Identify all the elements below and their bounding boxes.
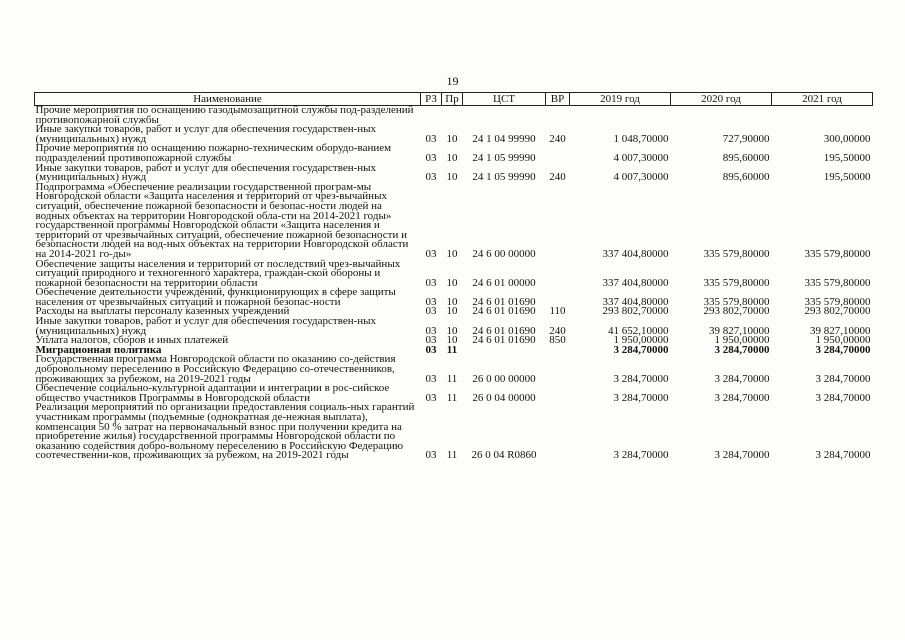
cell-name: Обеспечение защиты населения и территорий от последствий чрез-вычайных ситуаций природного и техногенного характера, граждан-ской обороны и пожарной безопасности на территории области [35, 257, 401, 289]
cell-cst [463, 346, 546, 356]
cell-vr: 240 [549, 171, 566, 184]
table-row [35, 355, 873, 384]
header-pr: Пр [442, 93, 463, 106]
cell-y2020: 335 579,80000 [703, 295, 770, 308]
header-2020: 2020 год [671, 93, 772, 106]
cell-y2020: 293 802,70000 [703, 305, 770, 318]
cell-name: Обеспечение социально-культурной адаптации и интеграции в рос-сийское общество участников Программы в Новгородской области [35, 382, 390, 404]
cell-name: Иные закупки товаров, работ и услуг для обеспечения государствен-ных (муниципальных) нужд [35, 315, 377, 337]
cell-cst: 24 1 05 99990 [472, 151, 536, 164]
cell-pr: 10 [446, 324, 458, 337]
cell-vr [546, 260, 570, 289]
cell-name: Расходы на выплаты персоналу казенных учреждений [35, 305, 290, 318]
cell-y2021 [772, 106, 873, 126]
cell-y2019: 4 007,30000 [613, 171, 669, 184]
cell-y2021: 335 579,80000 [804, 276, 871, 289]
cell-pr: 10 [446, 305, 458, 318]
cell-vr [546, 144, 570, 163]
cell-pr: 11 [446, 391, 458, 404]
cell-pr: 11 [446, 449, 458, 462]
cell-rz: 03 [425, 334, 437, 347]
cell-y2021: 3 284,70000 [815, 449, 871, 462]
cell-y2019: 3 284,70000 [613, 343, 669, 356]
cell-y2020: 3 284,70000 [714, 391, 770, 404]
cell-name: Иные закупки товаров, работ и услуг для обеспечения государствен-ных (муниципальных) нужд [35, 161, 377, 184]
cell-pr: 10 [446, 295, 458, 308]
cell-y2021: 3 284,70000 [815, 372, 871, 385]
cell-rz: 03 [425, 171, 437, 184]
cell-cst: 26 0 04 R0860 [471, 449, 537, 462]
budget-table [34, 92, 873, 461]
cell-cst: 24 6 00 00000 [472, 247, 536, 260]
cell-pr: 11 [446, 372, 458, 385]
cell-rz: 03 [425, 305, 437, 318]
cell-vr [546, 384, 570, 403]
cell-cst: 26 0 00 00000 [472, 372, 536, 385]
cell-vr [546, 403, 570, 461]
cell-rz: 03 [425, 295, 437, 308]
cell-y2020: 1 950,00000 [714, 334, 770, 347]
cell-pr: 10 [446, 151, 458, 164]
cell-rz: 03 [425, 449, 437, 462]
header-rz: РЗ [421, 93, 442, 106]
cell-y2019: 293 802,70000 [602, 305, 669, 318]
cell-name: Обеспечение деятельности учреждений, функционирующих в сфере защиты населения от чрезвычайных ситуаций и пожарной безопас-ности [35, 286, 396, 308]
cell-y2019: 337 404,80000 [602, 276, 669, 289]
cell-pr: 10 [446, 132, 458, 145]
cell-name: Государственная программа Новгородской области по оказанию со-действия добровольному переселению в Российскую Федерацию со-отечественников, проживающих за рубежом, на 2019-2021 годы [35, 353, 396, 385]
cell-y2020: 39 827,10000 [709, 324, 770, 337]
cell-y2020: 895,60000 [722, 151, 770, 164]
table-row [35, 164, 873, 183]
header-2019: 2019 год [570, 93, 671, 106]
cell-cst: 24 6 01 01690 [472, 334, 536, 347]
cell-y2020: 3 284,70000 [714, 449, 770, 462]
cell-pr: 11 [446, 343, 458, 356]
cell-y2019: 1 048,70000 [613, 132, 669, 145]
cell-rz: 03 [425, 391, 437, 404]
cell-y2021: 335 579,80000 [804, 295, 871, 308]
cell-rz: 03 [425, 151, 437, 164]
cell-name: Прочие мероприятия по оснащению пожарно-техническим оборудо-ванием подразделений противопожарной службы [35, 142, 392, 164]
cell-rz: 03 [425, 276, 437, 289]
cell-y2019: 1 950,00000 [613, 334, 669, 347]
cell-vr [546, 346, 570, 356]
cell-vr: 110 [549, 305, 566, 318]
cell-y2019: 337 404,80000 [602, 295, 669, 308]
header-2021: 2021 год [772, 93, 873, 106]
cell-y2019: 337 404,80000 [602, 247, 669, 260]
cell-y2019: 4 007,30000 [613, 151, 669, 164]
cell-cst [463, 106, 546, 126]
cell-y2021: 195,50000 [823, 171, 871, 184]
cell-vr: 850 [549, 334, 566, 347]
cell-vr: 240 [549, 324, 566, 337]
cell-pr: 10 [446, 334, 458, 347]
table-row [35, 403, 873, 461]
cell-y2019 [570, 106, 671, 126]
cell-vr [546, 183, 570, 260]
cell-y2020: 3 284,70000 [714, 372, 770, 385]
cell-cst: 24 6 01 01690 [472, 324, 536, 337]
cell-name: Прочие мероприятия по оснащению газодымозащитной службы под-разделений противопожарной службы [35, 104, 414, 126]
cell-rz: 03 [425, 132, 437, 145]
cell-cst: 24 6 01 00000 [472, 276, 536, 289]
cell-y2020: 727,90000 [722, 132, 770, 145]
header-name: Наименование [35, 93, 421, 106]
cell-vr: 240 [549, 132, 566, 145]
cell-y2019: 3 284,70000 [613, 391, 669, 404]
cell-cst: 24 6 01 01690 [472, 305, 536, 318]
cell-y2020: 3 284,70000 [714, 343, 770, 356]
cell-y2021: 3 284,70000 [815, 391, 871, 404]
cell-rz: 03 [425, 247, 437, 260]
table-row [35, 144, 873, 163]
cell-y2021: 300,00000 [823, 132, 871, 145]
cell-y2021: 293 802,70000 [804, 305, 871, 318]
cell-name: Реализация мероприятий по организации предоставления социаль-ных гарантий участникам программы (подъемные (однократная де-нежная выплата), компенсация 50 % затрат на первоначальный взнос при получении кредита на приобретение жилья) государственной программы Новгородской области по оказанию содействия добро-вольному переселению в Российскую Федерацию соотечественни-ков, проживающих за рубежом, на 2019-2021 годы [35, 401, 415, 462]
cell-y2021: 335 579,80000 [804, 247, 871, 260]
cell-cst: 24 1 05 99990 [472, 171, 536, 184]
cell-rz: 03 [425, 324, 437, 337]
cell-vr [546, 355, 570, 384]
cell-pr: 10 [446, 247, 458, 260]
header-cst: ЦСТ [463, 93, 546, 106]
cell-cst: 24 6 01 01690 [472, 295, 536, 308]
cell-rz [421, 106, 442, 126]
cell-y2019: 3 284,70000 [613, 372, 669, 385]
cell-name: Иные закупки товаров, работ и услуг для обеспечения государствен-ных (муниципальных) нужд [35, 123, 377, 145]
cell-y2021: 195,50000 [823, 151, 871, 164]
cell-y2020 [671, 106, 772, 126]
cell-y2019: 3 284,70000 [613, 449, 669, 462]
cell-y2021: 39 827,10000 [810, 324, 871, 337]
cell-y2020: 335 579,80000 [703, 276, 770, 289]
cell-pr: 10 [446, 171, 458, 184]
cell-pr [442, 106, 463, 126]
table-row [35, 260, 873, 289]
cell-y2020: 335 579,80000 [703, 247, 770, 260]
cell-rz: 03 [425, 343, 437, 356]
cell-y2021: 3 284,70000 [815, 343, 871, 356]
cell-name: Подпрограмма «Обеспечение реализации государственной програм-мы Новгородской области «Защита населения и территорий от чрез-вычайных ситуаций, обеспечение пожарной безопасности и безопас-ности людей на водных объектах на территории Новгородской обла-сти на 2014-2021 годы» государственной программы Новгородской области «Защита населения и территорий от чрезвычайных ситуаций, обеспечение пожарной безопасности и безопасности людей на вод-ных объектах на территории Новгородской области на 2014-2021 го-ды» [35, 180, 409, 260]
cell-rz: 03 [425, 372, 437, 385]
cell-y2020: 895,60000 [722, 171, 770, 184]
header-vr: ВР [546, 93, 570, 106]
cell-pr: 10 [446, 276, 458, 289]
cell-y2021: 1 950,00000 [815, 334, 871, 347]
cell-cst: 24 1 04 99990 [472, 132, 536, 145]
cell-name: Уплата налогов, сборов и иных платежей [35, 334, 229, 347]
cell-cst: 26 0 04 00000 [472, 391, 536, 404]
table-row [35, 183, 873, 260]
cell-name: Миграционная политика [35, 343, 162, 356]
cell-vr [546, 106, 570, 126]
cell-y2019: 41 652,10000 [608, 324, 669, 337]
page-number: 19 [446, 74, 459, 88]
